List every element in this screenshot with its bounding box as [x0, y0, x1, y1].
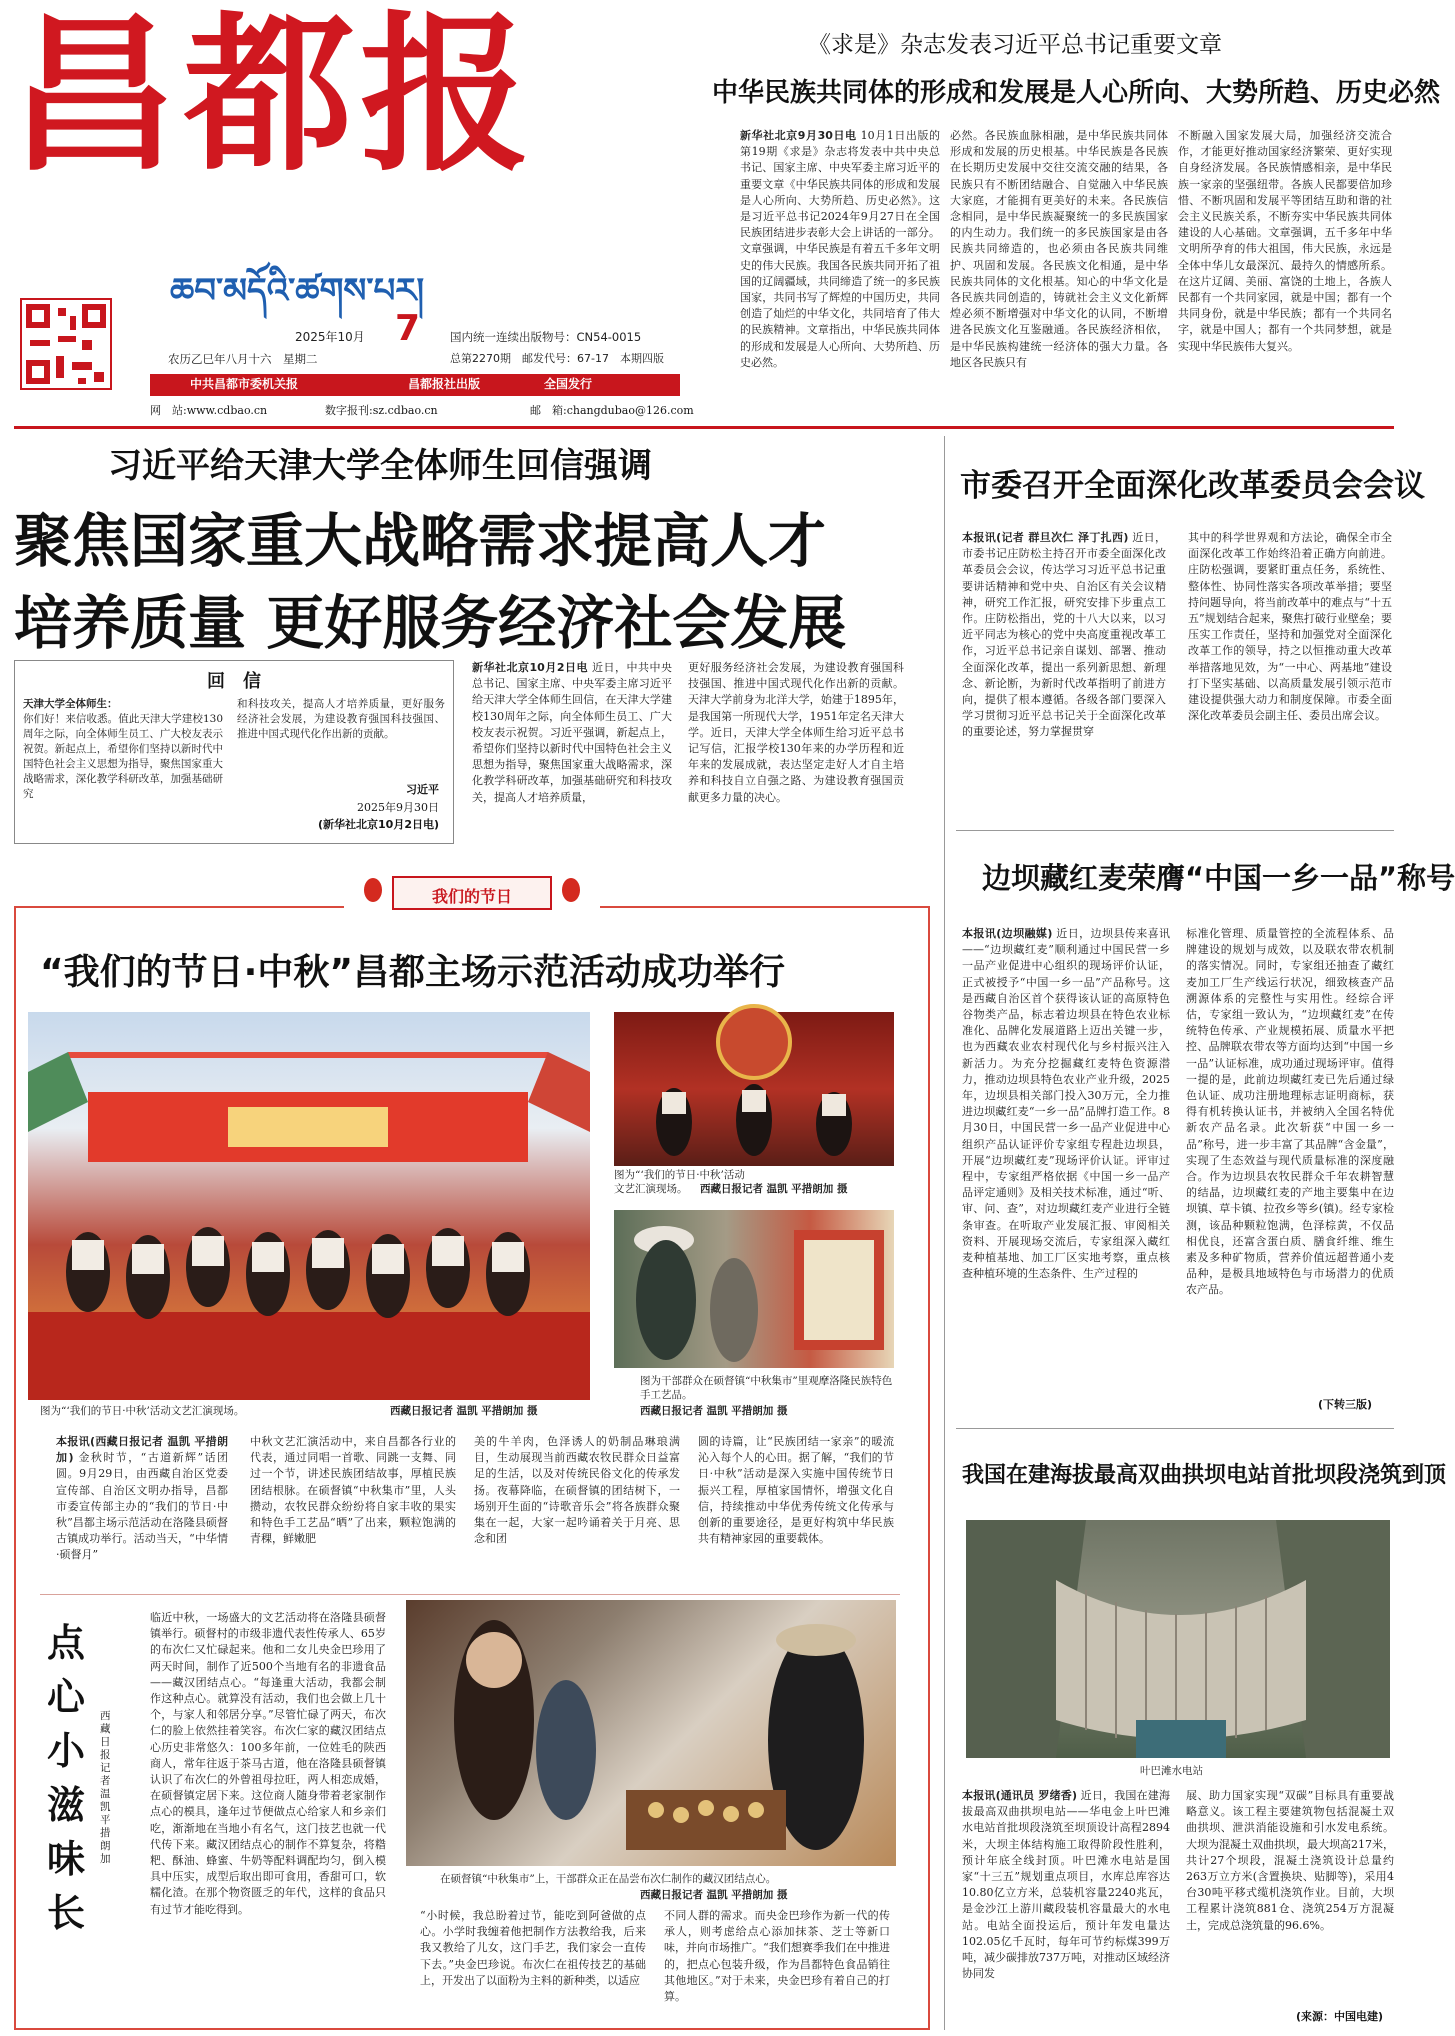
festival-banner-text: 我们的节日: [431, 887, 512, 906]
newspaper-masthead: 昌都报: [8, 0, 537, 195]
lead-col-1-text: 10月1日出版的第19期《求是》杂志将发表中共中央总书记、国家主席、中央军委主席习近平的重要文章《中华民族共同体的形成和发展是人心所向、大势所趋、历史必然》。这是习近平总书记2024年9月27日在全国民族团结进步表彰大会上讲话的一部分。文章强调，中华民族是有着五千多年文明史的伟大民族。我国各民族共同开拓了祖国的辽阔疆域，共同缔造了统一的多民族国家，共同书写了辉煌的中国历史，共同创造了灿烂的中华文化，共同培育了伟大的民族精神。文章指出，中华民族共同体的形成和发展是人心所向、大势所趋、历史必然。: [740, 129, 940, 369]
issue-month: 2025年10月: [295, 330, 365, 344]
issue-number: 总第2270期 邮发代号：67-17 本期四版: [450, 352, 664, 365]
publisher-distribution: 全国发行: [544, 377, 593, 391]
mooncake-byline: [100, 1710, 114, 1866]
tianjin-title-line-2: 培养质量 更好服务经济社会发展: [14, 589, 847, 657]
dam-illustration: [966, 1520, 1390, 1758]
photo-1-caption: 图为“‘我们的节日·中秋’活动文艺汇演现场。: [40, 1405, 245, 1417]
dam-source: (来源：中国电建): [1296, 2010, 1384, 2023]
festival-title: “我们的节日·中秋”昌都主场示范活动成功举行: [40, 952, 785, 993]
photo-2-caption: 图为“‘我们的节日·中秋’活动文艺汇演现场。: [614, 1169, 745, 1195]
right-divider-2: [956, 1428, 1394, 1429]
dam-photo: [966, 1520, 1390, 1758]
letter-col-2: [237, 697, 445, 757]
mooncake-market-illustration: [406, 1600, 896, 1866]
photo-3-credit: 西藏日报记者 温凯 平措朗加 摄: [640, 1405, 788, 1417]
wheat-col-2: [1186, 926, 1394, 1396]
mooncake-title: [36, 1616, 96, 1940]
festival-col-2: [250, 1434, 456, 1586]
qr-code: [20, 298, 112, 390]
lead-title: 中华民族共同体的形成和发展是人心所向、大势所趋、历史必然: [712, 78, 1441, 108]
tianjin-col-1: [472, 660, 672, 844]
festival-banner-box: [392, 876, 552, 910]
festival-col-3: [474, 1434, 680, 1586]
issue-lunar-date: 农历乙巳年八月十六 星期二: [168, 352, 318, 366]
lead-col-2-text: 必然。各民族血脉相融，是中华民族共同体形成和发展的历史根基。中华民族是各民族在长期历史发展中交往交流交融的结果，各民族只有不断团结融合、自觉融入中华民族大家庭，才能拥有更美好的未来。各民族信念相同，是中华民族凝聚统一的多民族国家的内生动力。我们统一的多民族国家是由各民族共同缔造的，也必须由各民族共同维护、巩固和发展。各民族文化相通，是中华民族共同体的文化根基。知心的中华文化是各民族共同创造的，铸就社会主义文化新辉煌必须不断增强对中华文化的认同，不断增进各民族文化互鉴融通。各民族经济相依，是中华民族构建统一经济体的强大力量。各地区各民族只有: [950, 129, 1168, 369]
mooncake-col-2-text: “小时候，我总盼着过节，能吃到阿爸做的点心。小学时我缠着他把制作方法教给我，后来我又教给了儿女，这门手艺，我们家会一直传下去。”央金巴珍说。布次仁在祖传技艺的基础上，开发出了以面粉为主料的新种类，以适应: [420, 1909, 646, 1987]
letter-date: 2025年9月30日: [357, 801, 439, 814]
letter-col-1-text: 你们好！来信收悉。值此天津大学建校130周年之际，向全体师生员工、广大校友表示祝贺。新起点上，希望你们坚持以新时代中国特色社会主义思想为指导，聚焦国家重大战略需求，深化教学科研改革，加强基础研究: [23, 713, 223, 800]
wheat-col-2-text: 标准化管理、质量管控的全流程体系、品牌建设的规划与成效，以及联农带农机制的落实情况。同时，专家组还抽查了藏红麦加工厂生产线运行状况，细致核查产品溯源体系的完整性与实用性。经综合评估，专家组一致认为，“边坝藏红麦”在传统特色传承、产业规模拓展、质量水平把控、品牌联农带农等方面均达到“中国一乡一品”认证标准，成功通过现场评审。值得一提的是，此前边坝藏红麦已先后通过绿色认证、成功注册地理标志证明商标，获得有机转换认证书，并被纳入全国名特优新农产品名录。此次斩获“中国一乡一品”称号，进一步丰富了其品牌“含金量”，实现了生态效益与现代质量标准的深度融合。作为边坝县农牧民群众千年农耕智慧的结晶，边坝藏红麦的产地主要集中在边坝镇、草卡镇、拉孜乡等乡(镇)。经专家检测，该品种颗粒饱满，色泽棕黄，不仅品相优良，还富含蛋白质、膳食纤维、维生素及多种矿物质，营养价值远超普通小麦品种，是极具地域特色与市场潜力的优质农产品。: [1186, 927, 1394, 1297]
dam-col-2-text: 展、助力国家实现“双碳”目标具有重要战略意义。该工程主要建筑物包括混凝土双曲拱坝、泄洪消能设施和引水发电系统。大坝为混凝土双曲拱坝，最大坝高217米，共计27个坝段，混凝土浇筑设计总量约263万立方米(含置换块、贴脚等)，采用4台30吨平移式缆机浇筑作业。目前，大坝工程累计浇筑881仓、浇筑254万方混凝土，完成总浇筑量的96.6%。: [1186, 1789, 1394, 1932]
reform-col-1-text: 近日，市委书记庄防松主持召开市委全面深化改革委员会会议，传达学习习近平总书记重要讲话精神和党中央、自治区有关会议精神，研究工作汇报，研究安排下步重点工作。庄防松指出，党的十八大以来，以习近平同志为核心的党中央高度重视改革工作，习近平总书记亲自谋划、部署、推动全面深化改革，提出一系列新思想、新理念、新论断，为新时代改革指明了前进方向，提供了根本遵循。各级各部门要深入学习贯彻习近平总书记关于全面深化改革的重要论述，努力掌握贯穿: [962, 531, 1167, 739]
reform-col-2: [1188, 530, 1392, 812]
wheat-col-1: [962, 926, 1170, 1414]
email-link[interactable]: 邮 箱:changdubao@126.com: [530, 404, 694, 417]
festival-performance-photo: [28, 1012, 590, 1400]
tianjin-dateline: 新华社北京10月2日电: [472, 661, 588, 674]
festival-banner: [344, 872, 600, 920]
tianjin-col-2-text: 更好服务经济社会发展，为建设教育强国科技强国、推进中国式现代化作出新的贡献。天津大学前身为北洋大学，始建于1895年，是我国第一所现代大学，1951年定名天津大学。近日，天津大学全体师生给习近平总书记写信，汇报学校130年来的办学历程和近年来的发展成就，表达坚定走好人才自主培养和科技自立自强之路、为建设教育强国贡献更多力量的决心。: [688, 661, 904, 804]
festival-col-1: [56, 1434, 228, 1586]
dam-title: 我国在建海拔最高双曲拱坝电站首批坝段浇筑到顶: [962, 1463, 1447, 1488]
issue-day: 7: [395, 308, 421, 349]
letter-title: 回 信: [207, 671, 261, 692]
mooncake-market-photo: [406, 1600, 896, 1866]
dam-col-1-text: 近日，我国在建海拔最高双曲拱坝电站——华电金上叶巴滩水电站首批坝段浇筑至坝顶设计高程2894米，大坝主体结构施工取得阶段性胜利，预计年底全线封顶。叶巴滩水电站是国家“十三五”规划重点项目，水库总库容达10.80亿立方米，总装机容量2240兆瓦，是金沙江上游川藏段装机容量最大的水电站。电站全面投运后，预计年发电量达102.05亿千瓦时，每年可节约标煤399万吨，减少碳排放737万吨，对推动区域经济协同发: [962, 1789, 1171, 1981]
reform-title: 市委召开全面深化改革委员会会议: [960, 468, 1425, 504]
masthead-divider: [14, 426, 1394, 429]
mooncake-col-1-text: 临近中秋，一场盛大的文艺活动将在洛隆县硕督镇举行。硕督村的市级非遗代表性传承人、65岁的布次仁又忙碌起来。他和二女儿央金巴珍用了两天时间，制作了近500个当地有名的非遗食品——藏汉团结点心。“每逢重大活动，我都会制作这种点心。就算没有活动，我们也会做上几十个，与家人和邻居分享。”尽管忙碌了两天，布次仁的脸上依然挂着笑容。布次仁家的藏汉团结点心历史非常悠久：100多年前，一位姓毛的陕西商人，常年往返于茶马古道，他在洛隆县硕督镇认识了布次仁的外曾祖母拉旺，两人相恋成婚，在硕督镇定居下来。这位商人随身带着老家制作点心的模具，逢年过节便做点心给家人和乡亲们吃，渐渐地在当地小有名气，这门技艺也就一代代传下来。藏汉团结点心的制作不算复杂，将糌粑、酥油、蜂蜜、牛奶等配料调配均匀，倒入模具中压实，成型后取出即可食用，香甜可口，软糯化渣。在那个物资匮乏的年代，这样的食品只有过节才能吃得到。: [150, 1611, 386, 1916]
festival-col-3-text: 美的牛羊肉，色泽诱人的奶制品琳琅满目，生动展现当前西藏农牧民群众日益富足的生活，以及对传统民俗文化的传承发扬。夜幕降临，在硕督镇的团结树下，一场别开生面的“诗歌音乐会”将各族群众聚集在一起，大家一起吟诵着关于月亮、思念和团: [474, 1435, 680, 1546]
dancers-illustration: [614, 1012, 894, 1166]
lead-col-1: [740, 128, 940, 413]
festival-performance-illustration: [28, 1012, 590, 1400]
wheat-byline: 本报讯(边坝融媒): [962, 927, 1053, 940]
tianjin-kicker: 习近平给天津大学全体师生回信强调: [108, 446, 652, 486]
dancers-photo: [614, 1012, 894, 1166]
reform-col-2-text: 其中的科学世界观和方法论，确保全市全面深化改革工作始终沿着正确方向前进。庄防松强调，要紧盯重点任务，系统性、整体性、协同性落实各项改革举措；要坚持问题导向，将当前改革中的难点与“十五五”规划结合起来，聚焦打破行业壁垒；要压实工作责任，坚持和加强党对全面深化改革工作的领导，持之以恒推动重大改革举措落地见效，为“一中心、两基地”建设打下坚实基础、以高质量发展引领示范市建设提供强大动力和制度保障。市委全面深化改革委员会副主任、委员出席会议。: [1188, 531, 1392, 723]
festival-byline: 本报讯(西藏日报记者 温凯 平措朗加): [56, 1435, 228, 1465]
mooncake-col-3-text: 不同人群的需求。而央金巴珍作为新一代的传承人，则考虑给点心添加抹茶、芝士等新口味，并向市场推广。“我们想赛季我们在中推进的，把点心包装升级，作为昌都特色食品销往其他地区。”对于未来，央金巴珍有着自己的打算。: [664, 1909, 890, 2004]
mooncake-title-text: 点心小滋味长: [46, 1621, 85, 1935]
letter-box: [14, 660, 454, 844]
letter-signature: 习近平: [406, 783, 439, 796]
mooncake-col-3: [664, 1908, 890, 2026]
festival-col-4-text: 圆的诗篇，让“民族团结一家亲”的暖流沁入每个人的心田。据了解，“我们的节日·中秋”活动是深入实施中国传统节日振兴工程，厚植家国情怀，增强文化自信，持续推动中华优秀传统文化传承与创新的重要途径，是更好构筑中华民族共有精神家园的重要载体。: [698, 1435, 894, 1546]
tianjin-title-line-1: 聚焦国家重大战略需求提高人才: [14, 507, 827, 575]
mooncake-photo-caption: 在硕督镇“中秋集市”上，干部群众正在品尝布次仁制作的藏汉团结点心。: [440, 1873, 777, 1885]
festival-inner-divider: [40, 1594, 900, 1595]
letter-salutation: 天津大学全体师生：: [23, 698, 118, 710]
letter-source: (新华社北京10月2日电): [317, 818, 439, 831]
website-link[interactable]: 网 站:www.cdbao.cn: [150, 404, 268, 417]
dam-col-1: [962, 1788, 1170, 2020]
market-photo: [614, 1210, 894, 1368]
publisher-party: 中共昌都市委机关报: [190, 377, 299, 391]
mooncake-photo-credit: 西藏日报记者 温凯 平措朗加 摄: [640, 1889, 788, 1901]
tianjin-col-2: [688, 660, 904, 844]
wheat-continued: (下转三版): [1318, 1398, 1373, 1411]
festival-col-4: [698, 1434, 894, 1586]
reform-col-1: [962, 530, 1166, 812]
issue-cn-number: 国内统一连续出版物号：CN54-0015: [450, 330, 642, 344]
column-divider: [944, 436, 945, 2030]
lead-kicker: 《求是》杂志发表习近平总书记重要文章: [808, 32, 1222, 58]
dam-byline: 本报讯(通讯员 罗绪香): [962, 1789, 1077, 1802]
lead-col-2: [950, 128, 1168, 413]
lead-dateline: 新华社北京9月30日电: [740, 129, 857, 142]
dam-col-2: [1186, 1788, 1394, 1998]
market-illustration: [614, 1210, 894, 1368]
tianjin-col-1-text: 近日，中共中央总书记、国家主席、中央军委主席习近平给天津大学全体师生回信，在天津大学建校130周年之际，向全体师生员工、广大校友表示祝贺。习近平强调，新起点上，希望你们坚持以新时代中国特色社会主义思想为指导，聚焦国家重大战略需求，深化教学科研改革，加强基础研究和科技攻关，提高人才培养质量，: [472, 661, 672, 804]
digital-paper-link[interactable]: 数字报刊:sz.cdbao.cn: [325, 404, 438, 417]
wheat-title: 边坝藏红麦荣膺“中国一乡一品”称号: [982, 861, 1455, 895]
photo-3-caption: 图为干部群众在硕督镇“中秋集市”里观摩洛隆民族特色手工艺品。: [640, 1375, 893, 1401]
wheat-col-1-text: 近日，边坝县传来喜讯——“边坝藏红麦”顺利通过中国民营一乡一品产业促进中心组织的现场评价认证，正式被授予“中国一乡一品”产品称号。这是西藏自治区首个获得该认证的高原特色谷物类产品，标志着边坝县在特色农业标准化、品牌化发展道路上迈出关键一步，也为西藏农业农村现代化与乡村振兴注入新活力。为充分挖掘藏红麦特色资源潜力，推动边坝县特色农业产业升级，2025年，边坝县相关部门投入30万元，全力推进边坝藏红麦“一乡一品”品牌打造工作。8月30日，中国民营一乡一品产业促进中心组织产品认证评价专家组专程赴边坝县，开展“边坝藏红麦”现场评价认证。评审过程中，专家组严格依据《中国一乡一品产品评定通则》及相关技术标准，通过“听、审、问、查”，对边坝藏红麦产业进行全链条审查。在听取产业发展汇报、审阅相关资料、开展现场交流后，专家组深入藏红麦种植基地、加工厂区实地考察，重点核查种植环境的生态条件、生产过程的: [962, 927, 1171, 1281]
publisher-house: 昌都报社出版: [408, 377, 481, 391]
letter-col-2-text: 和科技攻关，提高人才培养质量，更好服务经济社会发展，为建设教育强国科技强国、推进中国式现代化作出新的贡献。: [237, 698, 445, 740]
lead-col-3: [1178, 128, 1392, 413]
photo-1-credit: 西藏日报记者 温凯 平措朗加 摄: [390, 1405, 538, 1417]
lead-col-3-text: 不断融入国家发展大局，加强经济交流合作，才能更好推动国家经济繁荣、更好实现自身经济发展。各民族情感相亲，是中华民族一家亲的坚强纽带。各族人民都要倍加珍惜、不断巩固和发展平等团结互助和谐的社会主义民族关系，不断夯实中华民族共同体建设的人心基础。文章强调，五千多年中华文明所孕育的伟大祖国，伟大民族，永远是全体中华儿女最深沉、最持久的情感所系。在这片辽阔、美丽、富饶的土地上，各族人民都有一个共同家园，就是中国；都有一个共同身份，就是中华民族；都有一个共同名字，就是中国人；都有一个共同梦想，就是实现中华民族伟大复兴。: [1178, 129, 1392, 353]
publisher-band: [150, 374, 680, 396]
lantern-right-icon: [562, 878, 580, 902]
mooncake-byline-text: 西藏日报记者 温凯 平措朗加: [100, 1710, 111, 1865]
lantern-left-icon: [364, 878, 382, 902]
mooncake-col-2: [420, 1908, 646, 2026]
festival-col-1-text: 金秋时节，“古道新辉”话团圆。9月29日，由西藏自治区党委宣传部、自治区文明办指导，昌都市委宣传部主办的“我们的节日·中秋”昌都主场示范活动在洛隆县硕督古镇成功举行。活动当天，“中华情·硕督月”: [56, 1451, 229, 1562]
tibetan-masthead: ཆབ་མདོའི་ཚགས་པར།: [170, 271, 425, 311]
festival-col-2-text: 中秋文艺汇演活动中，来自昌都各行业的代表，通过同唱一首歌、同跳一支舞、同过一个节，讲述民族团结故事，厚植民族团结根脉。在硕督镇“中秋集市”里，人头攒动，农牧民群众纷纷将自家丰收的果实和特色手工艺品“晒”了出来，颗粒饱满的青稞，鲜嫩肥: [250, 1435, 456, 1546]
dam-photo-caption: 叶巴滩水电站: [1140, 1765, 1203, 1777]
reform-byline: 本报讯(记者 群旦次仁 泽丁扎西): [962, 531, 1129, 544]
right-divider-1: [956, 830, 1394, 831]
letter-col-1: [23, 697, 223, 817]
mooncake-col-1: [150, 1610, 386, 2028]
photo-2-credit: 西藏日报记者 温凯 平措朗加 摄: [700, 1183, 848, 1195]
